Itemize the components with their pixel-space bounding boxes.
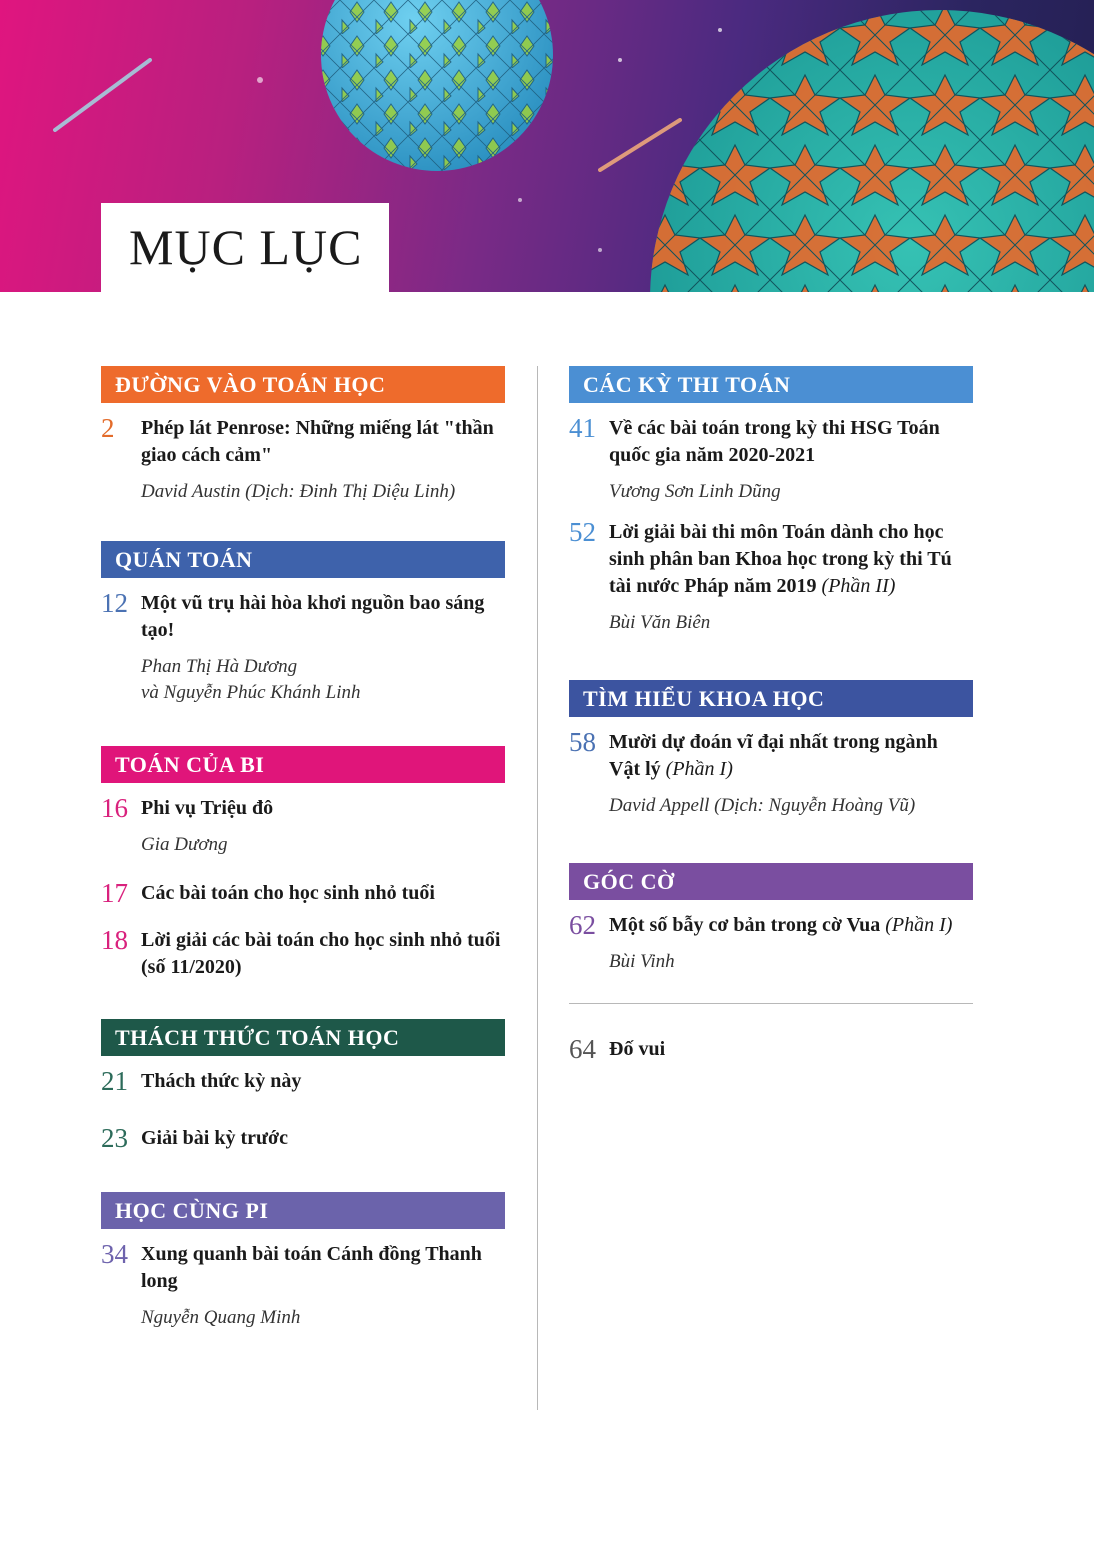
entry-title[interactable] bbox=[141, 1125, 505, 1152]
comet-right bbox=[600, 120, 680, 170]
page-number: 52 bbox=[569, 517, 596, 547]
page-number: 12 bbox=[101, 588, 128, 618]
entry-title-text: Mười dự đoán vĩ đại nhất trong ngành Vật lý bbox=[609, 731, 938, 780]
entry-title[interactable] bbox=[609, 519, 973, 600]
entry-author: Bùi Văn Biên bbox=[609, 612, 711, 633]
toc-section bbox=[101, 541, 505, 706]
page-number: 18 bbox=[101, 925, 128, 955]
section-heading: QUÁN TOÁN bbox=[101, 541, 505, 578]
toc-entry[interactable] bbox=[569, 519, 973, 636]
page-number: 41 bbox=[569, 413, 596, 443]
toc-entry[interactable] bbox=[101, 415, 505, 505]
toc-entry[interactable] bbox=[101, 927, 505, 981]
entry-author: David Appell (Dịch: Nguyễn Hoàng Vũ) bbox=[609, 795, 916, 816]
toc-section bbox=[569, 680, 973, 819]
toc-section bbox=[569, 863, 973, 975]
right-column bbox=[569, 366, 973, 1063]
section-heading: ĐƯỜNG VÀO TOÁN HỌC bbox=[101, 366, 505, 403]
entry-title[interactable] bbox=[141, 927, 505, 981]
toc-section bbox=[101, 1019, 505, 1152]
entry-title[interactable] bbox=[141, 1241, 505, 1295]
toc-entry-extra[interactable] bbox=[569, 1036, 973, 1063]
toc-entry[interactable] bbox=[101, 1068, 505, 1095]
page-number: 16 bbox=[101, 793, 128, 823]
entry-title-text: Thách thức kỳ này bbox=[141, 1070, 302, 1092]
entry-title[interactable] bbox=[141, 1068, 505, 1095]
entry-title[interactable] bbox=[609, 912, 973, 939]
entry-title[interactable] bbox=[141, 880, 505, 907]
toc-section bbox=[101, 1192, 505, 1331]
page-title: MỤC LỤC bbox=[129, 219, 363, 275]
entry-title[interactable] bbox=[609, 729, 973, 783]
comet-left bbox=[55, 60, 150, 130]
entry-title[interactable] bbox=[141, 590, 505, 644]
section-heading: CÁC KỲ THI TOÁN bbox=[569, 366, 973, 403]
toc-entry[interactable] bbox=[569, 729, 973, 819]
entry-title[interactable] bbox=[141, 415, 505, 469]
toc-entry[interactable] bbox=[569, 415, 973, 505]
entry-author: David Austin (Dịch: Đinh Thị Diệu Linh) bbox=[141, 481, 456, 502]
entry-title-text: Giải bài kỳ trước bbox=[141, 1127, 288, 1149]
entry-title-text: Một số bẫy cơ bản trong cờ Vua bbox=[609, 914, 881, 936]
right-divider bbox=[569, 1003, 973, 1004]
page-number: 58 bbox=[569, 727, 596, 757]
section-heading: TÌM HIỂU KHOA HỌC bbox=[569, 680, 973, 717]
entry-title[interactable] bbox=[141, 795, 505, 822]
entry-title-text: Về các bài toán trong kỳ thi HSG Toán quốc gia năm 2020-2021 bbox=[609, 417, 940, 466]
page-number: 34 bbox=[101, 1239, 128, 1269]
page-number: 21 bbox=[101, 1066, 128, 1096]
toc-section bbox=[101, 366, 505, 505]
entry-title-text: Phi vụ Triệu đô bbox=[141, 797, 274, 819]
toc-entry[interactable] bbox=[101, 1125, 505, 1152]
entry-author: Phan Thị Hà Dương bbox=[141, 656, 298, 677]
entry-title-part: (Phần I) bbox=[885, 914, 953, 936]
page-number: 2 bbox=[101, 413, 115, 443]
entry-title[interactable]: Đố vui bbox=[609, 1038, 666, 1060]
toc-section bbox=[569, 366, 973, 636]
page-number: 64 bbox=[569, 1034, 596, 1064]
entry-title-part: (Phần I) bbox=[665, 758, 733, 780]
page-number: 62 bbox=[569, 910, 596, 940]
section-heading: THÁCH THỨC TOÁN HỌC bbox=[101, 1019, 505, 1056]
entry-title[interactable] bbox=[609, 415, 973, 469]
toc-entry[interactable] bbox=[101, 1241, 505, 1331]
entry-title-text: Phép lát Penrose: Những miếng lát "thần giao cách cảm" bbox=[141, 417, 494, 466]
entry-title-text: Các bài toán cho học sinh nhỏ tuổi bbox=[141, 882, 435, 904]
entry-author: Bùi Vinh bbox=[609, 951, 675, 972]
entry-author-second: và Nguyễn Phúc Khánh Linh bbox=[141, 682, 361, 703]
entry-title-text: Xung quanh bài toán Cánh đồng Thanh long bbox=[141, 1243, 482, 1292]
toc-section bbox=[101, 746, 505, 981]
entry-author: Nguyễn Quang Minh bbox=[141, 1307, 301, 1328]
toc-entry[interactable] bbox=[569, 912, 973, 975]
toc-entry[interactable] bbox=[101, 880, 505, 907]
left-column bbox=[101, 366, 505, 1331]
section-heading: TOÁN CỦA BI bbox=[101, 746, 505, 783]
entry-author: Vương Sơn Linh Dũng bbox=[609, 481, 781, 502]
toc-entry[interactable] bbox=[101, 795, 505, 858]
section-heading: HỌC CÙNG PI bbox=[101, 1192, 505, 1229]
entry-title-part: (Phần II) bbox=[821, 575, 896, 597]
column-divider bbox=[537, 366, 538, 1410]
section-heading: GÓC CỜ bbox=[569, 863, 973, 900]
page-number: 17 bbox=[101, 878, 128, 908]
entry-author: Gia Dương bbox=[141, 834, 228, 855]
page-number: 23 bbox=[101, 1123, 128, 1153]
entry-title-text: Lời giải bài thi môn Toán dành cho học sinh phân ban Khoa học trong kỳ thi Tú tài nước Pháp năm 2019 bbox=[609, 521, 952, 597]
entry-title-text: Lời giải các bài toán cho học sinh nhỏ tuổi (số 11/2020) bbox=[141, 929, 501, 978]
entry-title-text: Một vũ trụ hài hòa khơi nguồn bao sáng tạo! bbox=[141, 592, 485, 641]
toc-entry[interactable] bbox=[101, 590, 505, 706]
